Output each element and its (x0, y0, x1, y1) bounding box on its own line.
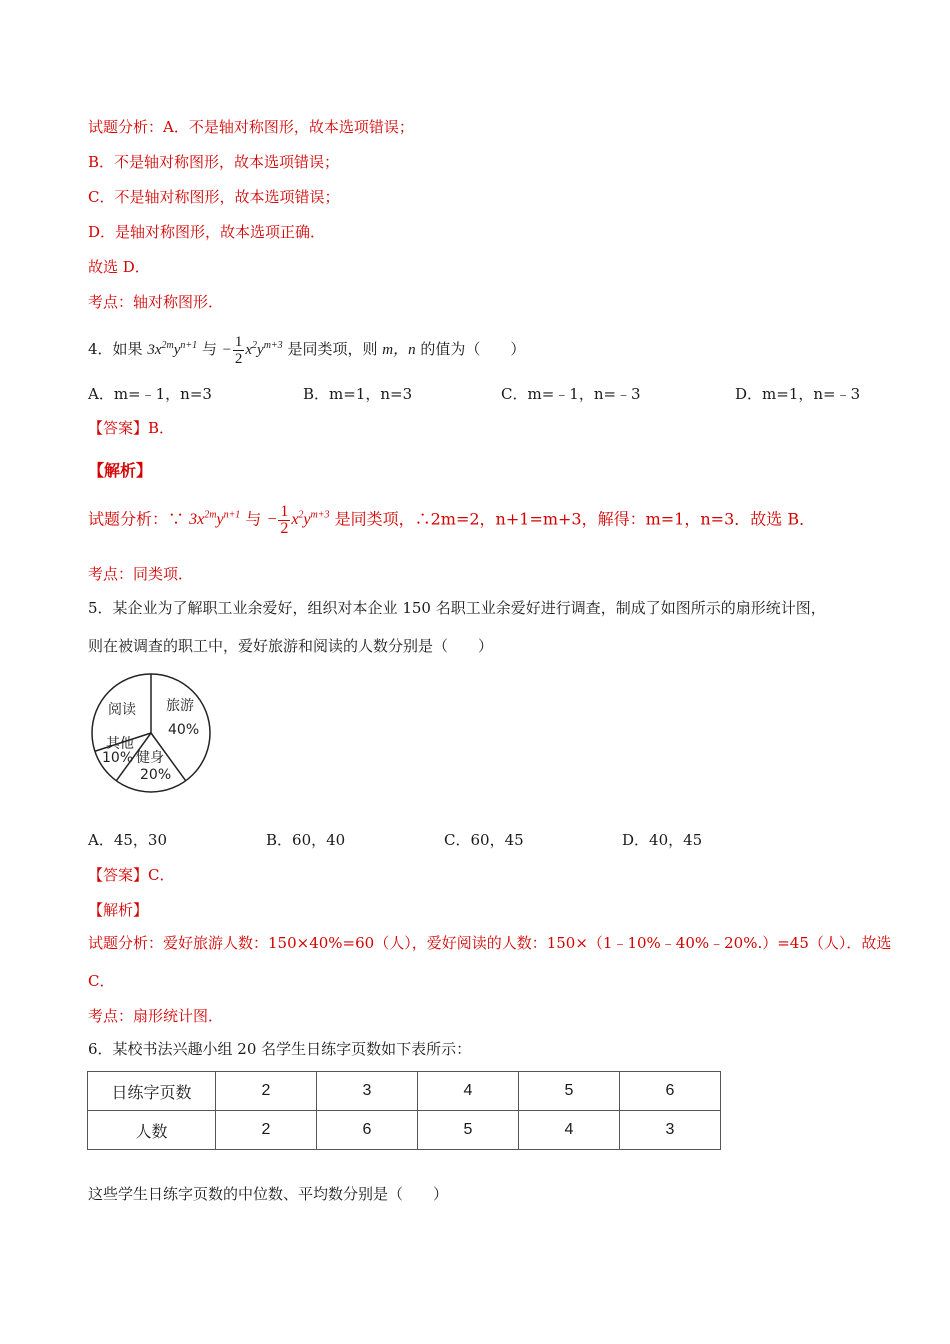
q4-term2: − $\frac{1}{2}$ $x^2y^{m+3}$ (221, 334, 283, 368)
table-cell: 4 (418, 1072, 519, 1111)
pie-pct-qita: 10% (102, 750, 134, 766)
q5-line1: 5．某企业为了解职工业余爱好，组织对本企业 150 名职工业余爱好进行调查，制成了如图所示的扇形统计图， (88, 599, 826, 617)
q4-analysis (88, 498, 815, 538)
q4-term1: $3x^{2m}y^{n+1}$ (147, 340, 198, 358)
table-cell: 6 (317, 1111, 418, 1150)
q4-mid: 与 (201, 340, 217, 358)
q4-analysis-term2: − $\frac{1}{2}$ $x^2y^{m+3}$ (266, 503, 330, 538)
q4-answer: 【答案】B． (88, 419, 175, 437)
q6-question: 这些学生日练字页数的中位数、平均数分别是（ ） (88, 1185, 449, 1203)
q3-kaodian: 考点：轴对称图形． (88, 293, 224, 311)
q5-choice-a: A．45，30 (88, 831, 168, 849)
q5-jiexi: 【解析】 (88, 901, 149, 919)
table-cell: 人数 (88, 1111, 216, 1150)
q4-choice-d: D．m=1，n=﹣3 (735, 385, 861, 403)
q3-analysis-line4: D．是轴对称图形，故本选项正确． (88, 223, 326, 241)
q4-analysis-mid: 与 (245, 509, 262, 529)
q5-analysis-line2: C． (88, 972, 115, 990)
q4-lead: 4．如果 (88, 340, 143, 358)
q3-analysis-line5: 故选 D． (88, 258, 150, 276)
q4-vars: m，n (382, 342, 416, 358)
q4-kaodian: 考点：同类项． (88, 565, 194, 583)
pie-label-jianshen: 健身 (136, 750, 164, 766)
pie-pct-lvyou: 40% (168, 722, 200, 738)
q4-tail2: 的值为（ ） (420, 340, 526, 358)
table-cell: 4 (519, 1111, 620, 1150)
table-cell: 2 (216, 1072, 317, 1111)
pie-pct-jianshen: 20% (140, 767, 172, 783)
q5-answer: 【答案】C． (88, 866, 175, 884)
pie-label-qita: 其他 (106, 736, 134, 752)
q6-table (87, 1071, 721, 1150)
table-row (88, 1111, 721, 1150)
q5-analysis-line1: 试题分析：爱好旅游人数：150×40%=60（人），爱好阅读的人数：150×（1﹣10%﹣40%﹣20%.）=45（人）．故选 (88, 934, 892, 952)
table-cell: 日练字页数 (88, 1072, 216, 1111)
table-cell: 3 (620, 1111, 721, 1150)
pie-label-yuedu: 阅读 (108, 702, 136, 718)
q6-line1: 6．某校书法兴趣小组 20 名学生日练字页数如下表所示： (88, 1040, 472, 1058)
q4-analysis-term1: $3x^{2m}y^{n+1}$ (189, 510, 241, 529)
q4-choice-c: C．m=﹣1，n=﹣3 (501, 385, 641, 403)
q3-analysis-line3: C．不是轴对称图形，故本选项错误； (88, 188, 340, 206)
table-cell: 3 (317, 1072, 418, 1111)
q4-jiexi: 【解析】 (88, 461, 153, 480)
q5-choice-c: C．60，45 (444, 831, 524, 849)
table-cell: 5 (519, 1072, 620, 1111)
q4-analysis-tail: 是同类项，∴2m=2，n+1=m+3，解得：m=1，n=3．故选 B． (334, 509, 816, 529)
q5-choice-b: B．60，40 (266, 831, 346, 849)
q4-choice-b: B．m=1，n=3 (303, 385, 413, 403)
q4-question (88, 328, 525, 368)
q5-choice-d: D．40，45 (622, 831, 703, 849)
table-cell: 5 (418, 1111, 519, 1150)
q4-tail: 是同类项，则 (287, 340, 378, 358)
q4-choice-a: A．m=﹣1，n=3 (88, 385, 212, 403)
q5-pie-chart (88, 672, 216, 794)
pie-label-lvyou: 旅游 (166, 698, 194, 714)
q5-kaodian: 考点：扇形统计图． (88, 1007, 224, 1025)
q3-analysis-line1: 试题分析：A．不是轴对称图形，故本选项错误； (88, 118, 414, 136)
q5-line2: 则在被调查的职工中，爱好旅游和阅读的人数分别是（ ） (88, 637, 494, 655)
table-row (88, 1072, 721, 1111)
table-cell: 2 (216, 1111, 317, 1150)
table-cell: 6 (620, 1072, 721, 1111)
q3-analysis-line2: B．不是轴对称图形，故本选项错误； (88, 153, 340, 171)
q4-analysis-lead: 试题分析：∵ (88, 509, 185, 529)
